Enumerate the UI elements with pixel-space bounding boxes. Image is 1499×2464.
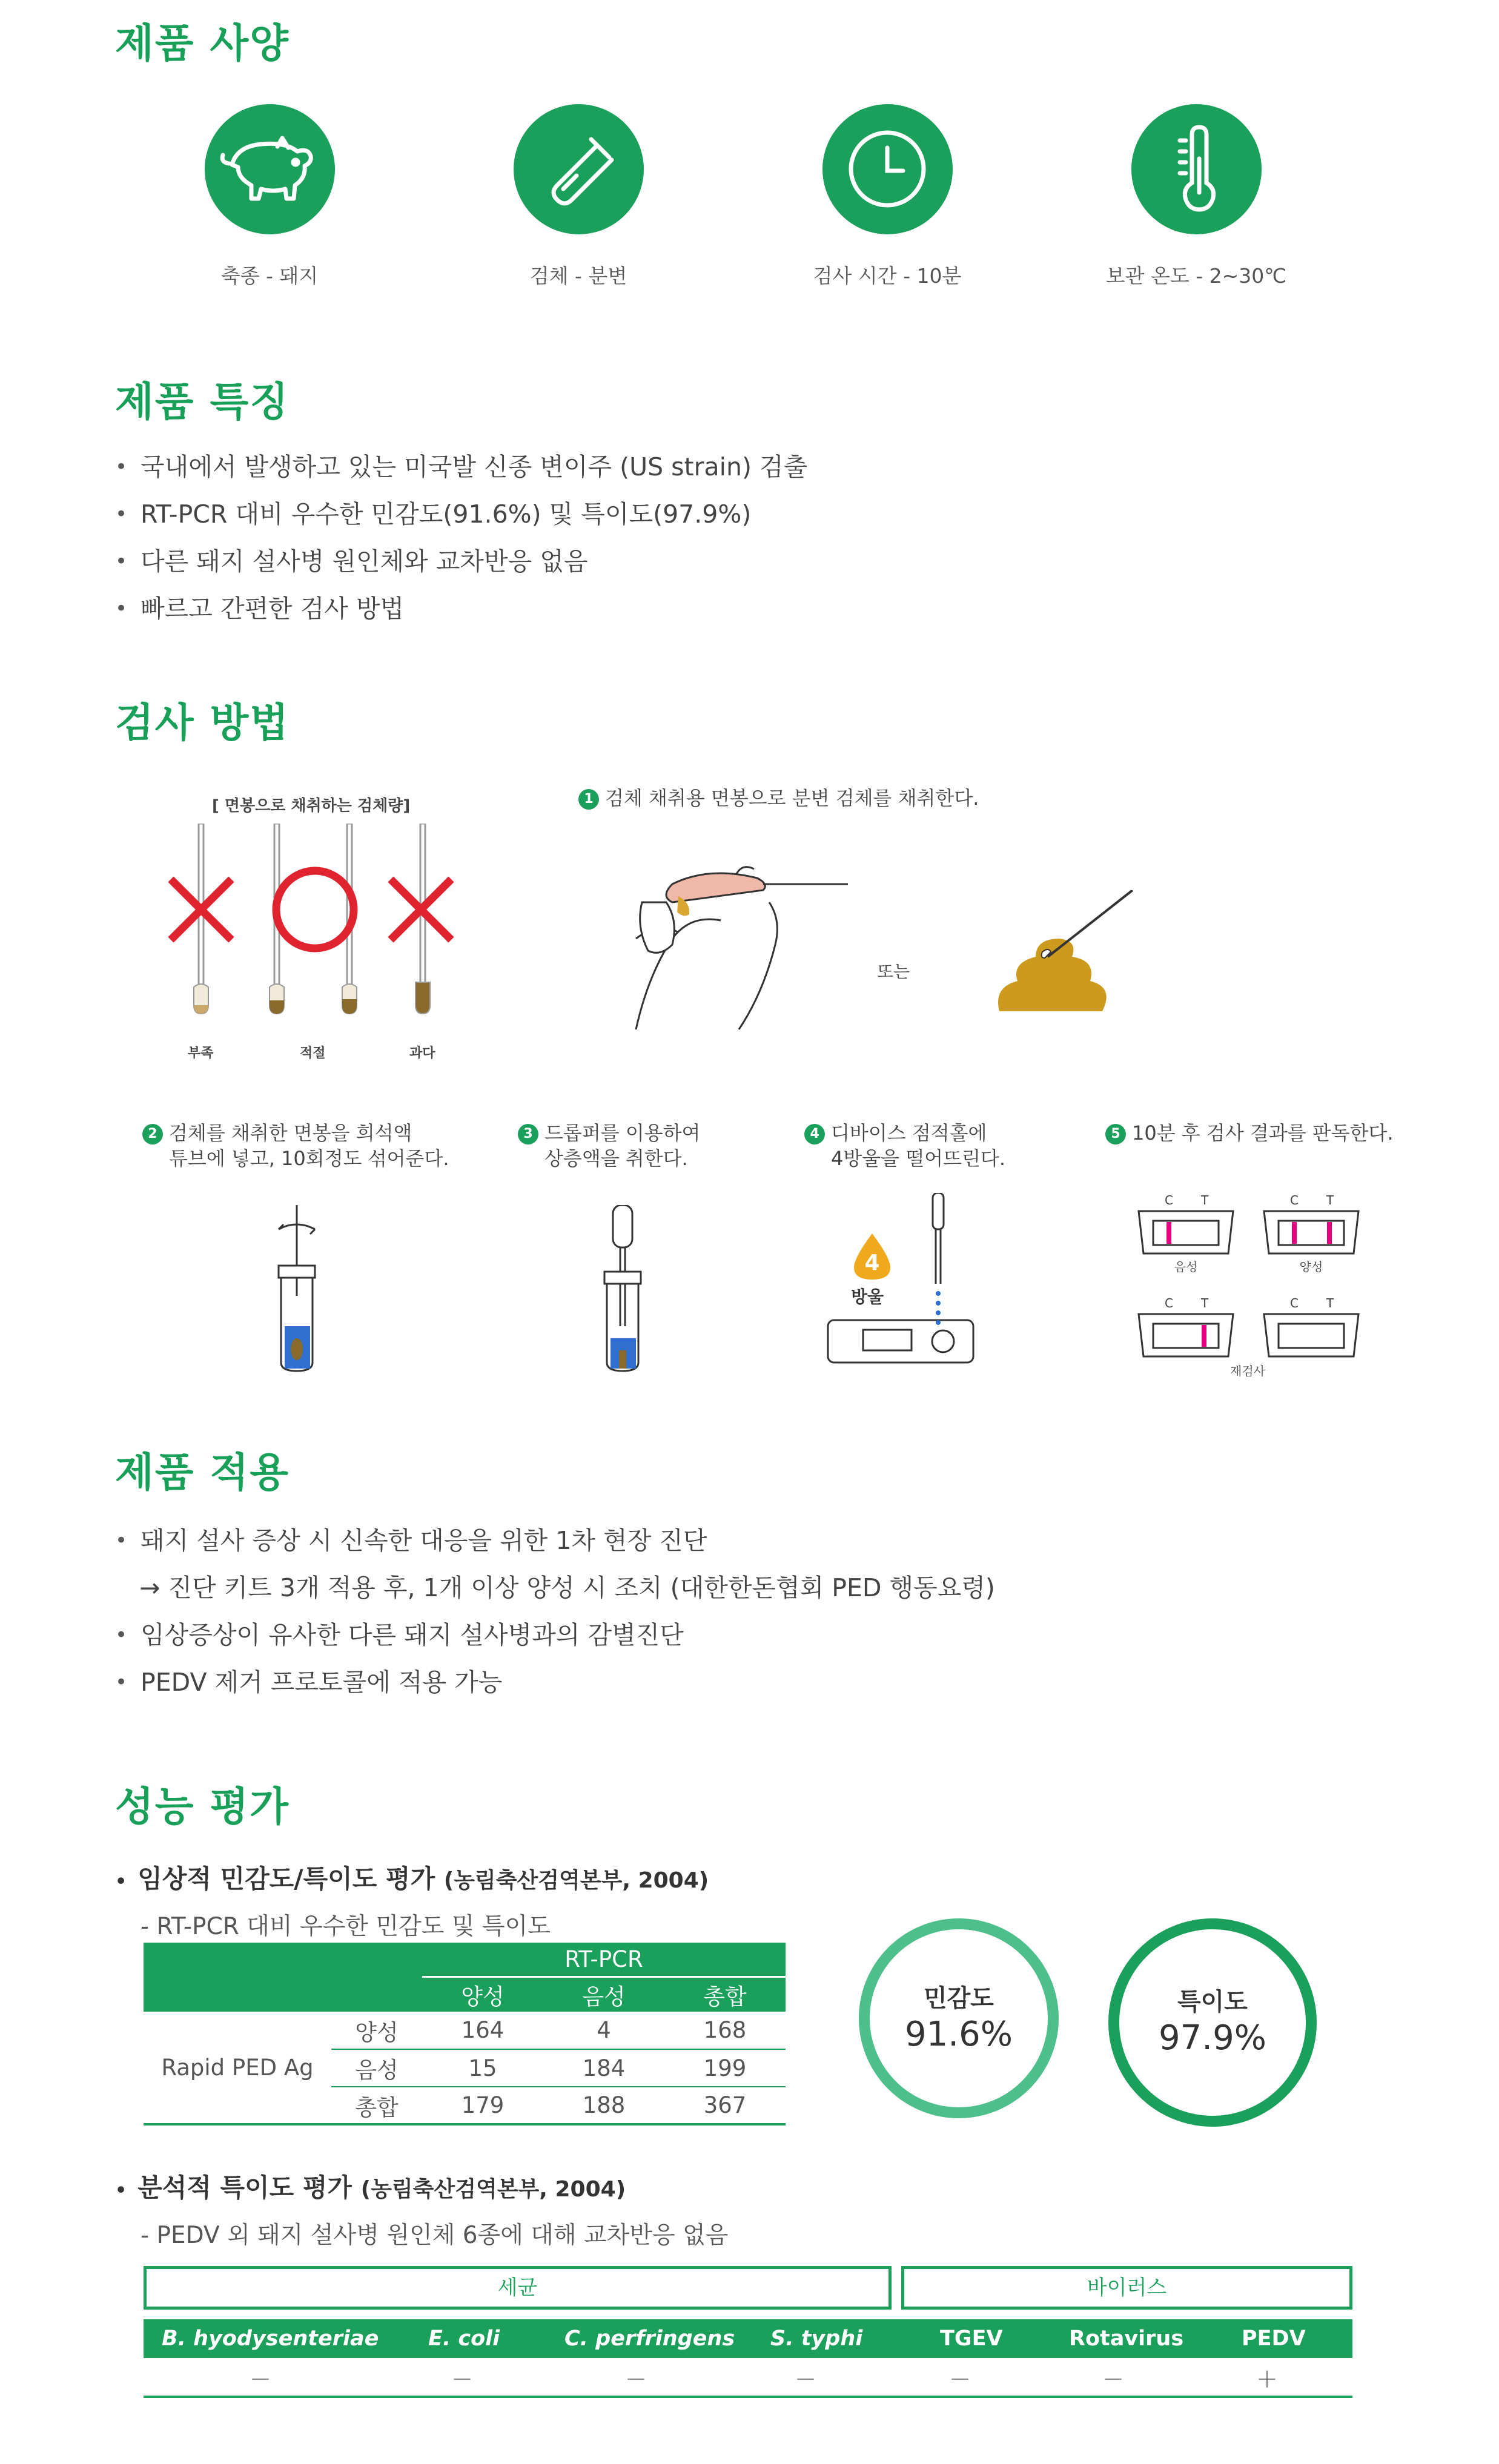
step-4 <box>804 1120 1005 1171</box>
sensitivity-label: 민감도 <box>924 1984 994 2012</box>
step-number: 2 <box>142 1124 163 1144</box>
dropper-illustration <box>586 1205 659 1375</box>
drop-label: 방울 <box>851 1287 884 1307</box>
pathogen-header-row <box>144 2319 1352 2358</box>
swab-caption: [ 면봉으로 채취하는 검체량] <box>212 797 411 815</box>
result-card-positive <box>1263 1193 1360 1275</box>
specificity-label: 특이도 <box>1177 1988 1248 2016</box>
tube-mixing-illustration <box>260 1205 333 1375</box>
spec-label-time: 검사 시간 - 10분 <box>813 264 962 288</box>
result-label: 양성 <box>1299 1260 1323 1274</box>
feature-item: • 국내에서 발생하고 있는 미국발 신종 변이주 (US strain) 검출 <box>115 443 807 490</box>
analytical-heading: • 분석적 특이도 평가 (농림축산검역본부, 2004) <box>115 2173 626 2202</box>
feces-swab-illustration <box>987 890 1139 1029</box>
pathogen-name: Rotavirus <box>1069 2327 1184 2351</box>
table-col-header: 양성 <box>422 1977 543 2012</box>
spec-label-sample: 검체 - 분변 <box>529 264 627 288</box>
test-mark: T <box>1326 1296 1334 1310</box>
step-text: 상층액을 취한다. <box>544 1147 688 1170</box>
swab-amount-illustration <box>157 824 485 1042</box>
table-cell: 15 <box>422 2049 543 2087</box>
pathogen-result-row <box>144 2358 1352 2398</box>
specificity-value: 97.9% <box>1159 2018 1266 2058</box>
step-number: 1 <box>578 789 599 810</box>
step-text: 검체 채취용 면봉으로 분변 검체를 채취한다. <box>605 787 979 810</box>
clinical-desc: - RT-PCR 대비 우수한 민감도 및 특이도 <box>141 1913 551 1940</box>
step-2 <box>142 1120 449 1171</box>
pig-rear-sampling-illustration <box>630 848 854 1035</box>
application-subitem: → 진단 키트 3개 적용 후, 1개 이상 양성 시 조치 (대한한돈협회 PED 행동요령) <box>139 1573 995 1602</box>
control-mark: C <box>1290 1193 1299 1207</box>
step-text: 튜브에 넣고, 10회정도 섞어준다. <box>169 1147 449 1170</box>
feature-item: • 다른 돼지 설사병 원인체와 교차반응 없음 <box>115 538 807 585</box>
section-title-application: 제품 적용 <box>115 1449 290 1496</box>
pathogen-result: ＋ <box>1256 2368 1279 2393</box>
table-cell: 367 <box>664 2087 786 2124</box>
feature-item: • 빠르고 간편한 검사 방법 <box>115 585 807 632</box>
step-text: 검체를 채취한 면봉을 희석액 <box>169 1121 412 1144</box>
clinical-heading-text: 임상적 민감도/특이도 평가 <box>137 1864 435 1894</box>
pathogen-name: C. perfringens <box>564 2327 735 2351</box>
clock-icon <box>822 104 953 234</box>
swab-label-excess: 과다 <box>409 1046 435 1061</box>
feature-item: • RT-PCR 대비 우수한 민감도(91.6%) 및 특이도(97.9%) <box>115 490 807 538</box>
pathogen-name: S. typhi <box>770 2327 863 2351</box>
test-tube-icon <box>514 104 644 234</box>
application-list <box>115 1517 995 1706</box>
application-item: • 임상증상이 유사한 다른 돼지 설사병과의 감별진단 <box>115 1611 995 1659</box>
section-title-specs: 제품 사양 <box>115 20 290 67</box>
control-mark: C <box>1165 1193 1173 1207</box>
analytical-heading-text: 분석적 특이도 평가 <box>137 2173 352 2202</box>
section-title-features: 제품 특징 <box>115 378 290 425</box>
pathogen-name: TGEV <box>940 2327 1003 2351</box>
test-mark: T <box>1201 1193 1209 1207</box>
thermometer-icon <box>1131 104 1262 234</box>
specificity-circle <box>1108 1918 1317 2127</box>
pathogen-result: － <box>250 2368 272 2393</box>
spec-label-species: 축종 - 돼지 <box>220 264 319 288</box>
swab-label-adequate: 적절 <box>300 1046 326 1061</box>
table-row-label: 양성 <box>331 2012 422 2049</box>
step-5 <box>1105 1120 1394 1146</box>
clinical-source: (농림축산검역본부, 2004) <box>443 1868 709 1893</box>
table-cell: 184 <box>543 2049 664 2087</box>
group-virus: 바이러스 <box>901 2266 1352 2310</box>
spec-label-storage: 보관 온도 - 2~30℃ <box>1105 264 1287 288</box>
step-text: 디바이스 점적홀에 <box>831 1121 987 1144</box>
application-item: • PEDV 제거 프로토콜에 적용 가능 <box>115 1659 995 1706</box>
group-bacteria: 세균 <box>144 2266 892 2310</box>
table-group-header: RT-PCR <box>422 1943 786 1977</box>
control-mark: C <box>1290 1296 1299 1310</box>
test-mark: T <box>1201 1296 1209 1310</box>
table-col-header: 음성 <box>543 1977 664 2012</box>
sensitivity-value: 91.6% <box>905 2015 1013 2054</box>
table-row-group: Rapid PED Ag <box>144 2012 331 2124</box>
control-mark: C <box>1165 1296 1173 1310</box>
result-card-invalid-2 <box>1263 1296 1360 1360</box>
swab-label-insufficient: 부족 <box>188 1046 214 1061</box>
pathogen-result: － <box>1102 2368 1125 2393</box>
result-card-negative <box>1137 1193 1234 1275</box>
clinical-table <box>144 1943 786 2125</box>
step-1 <box>578 785 979 811</box>
table-cell: 199 <box>664 2049 786 2087</box>
clinical-heading: • 임상적 민감도/특이도 평가 (농림축산검역본부, 2004) <box>115 1864 709 1894</box>
analytical-desc: - PEDV 외 돼지 설사병 원인체 6종에 대해 교차반응 없음 <box>141 2222 729 2249</box>
pathogen-result: － <box>451 2368 474 2393</box>
pathogen-result: － <box>625 2368 647 2393</box>
step-number: 4 <box>804 1124 825 1144</box>
pathogen-result: － <box>795 2368 817 2393</box>
retest-label: 재검사 <box>1230 1364 1265 1378</box>
section-title-method: 검사 방법 <box>115 699 290 746</box>
table-col-header: 총합 <box>664 1977 786 2012</box>
table-cell: 164 <box>422 2012 543 2049</box>
pathogen-name: B. hyodysenteriae <box>162 2327 379 2351</box>
application-item: • 돼지 설사 증상 시 신속한 대응을 위한 1차 현장 진단 <box>115 1517 995 1564</box>
table-row-label: 총합 <box>331 2087 422 2124</box>
step-text: 4방울을 떨어뜨린다. <box>831 1147 1005 1170</box>
feature-list <box>115 443 807 632</box>
table-cell: 188 <box>543 2087 664 2124</box>
sensitivity-circle <box>859 1918 1059 2118</box>
or-label: 또는 <box>877 962 910 982</box>
step-3 <box>518 1120 700 1171</box>
step-text: 드롭퍼를 이용하여 <box>544 1121 701 1144</box>
device-drop-illustration <box>827 1193 978 1375</box>
drop-count: 4 <box>864 1250 880 1275</box>
analytical-source: (농림축산검역본부, 2004) <box>360 2177 626 2202</box>
table-row-label: 음성 <box>331 2049 422 2087</box>
result-label: 음성 <box>1174 1260 1198 1274</box>
section-title-performance: 성능 평가 <box>115 1783 290 1830</box>
table-cell: 168 <box>664 2012 786 2049</box>
step-text: 10분 후 검사 결과를 판독한다. <box>1132 1121 1394 1144</box>
table-cell: 179 <box>422 2087 543 2124</box>
table-cell: 4 <box>543 2012 664 2049</box>
pig-icon <box>205 104 335 234</box>
pathogen-result: － <box>949 2368 971 2393</box>
result-card-invalid-1 <box>1137 1296 1234 1360</box>
pathogen-name: PEDV <box>1242 2327 1306 2351</box>
step-number: 5 <box>1105 1124 1126 1144</box>
pathogen-name: E. coli <box>428 2327 500 2351</box>
step-number: 3 <box>518 1124 538 1144</box>
test-mark: T <box>1326 1193 1334 1207</box>
